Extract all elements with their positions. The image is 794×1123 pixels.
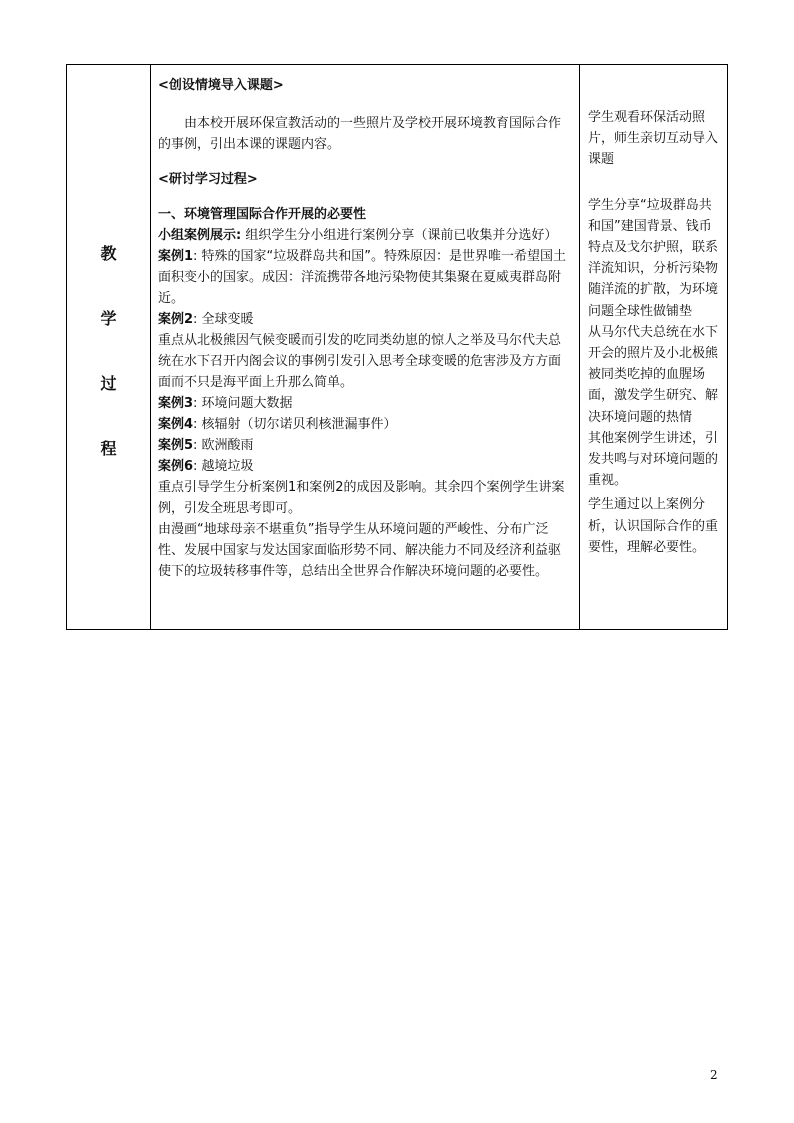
case-label: 案例6	[158, 459, 194, 474]
case-text: : 欧洲酸雨	[193, 438, 254, 453]
side-label-char: 过	[100, 374, 117, 393]
section-heading: <创设情境导入课题>	[158, 78, 284, 93]
paragraph: 重点引导学生分析案例1和案例2的成因及影响。其余四个案例学生讲案例，引发全班思考即可。	[158, 480, 565, 516]
student-activity-text: 学生观看环保活动照片，师生亲切互动导入课题	[588, 110, 719, 168]
lesson-table	[66, 64, 728, 630]
case-text: : 特殊的国家“垃圾群岛共和国”。特殊原因：是世界唯一希望国土面积变小的国家。成因：洋流携带各地污染物使其集聚在夏威夷群岛附近。	[158, 249, 567, 306]
case-label: 案例2	[158, 312, 194, 327]
group-text: 组织学生分小组进行案例分享（课前已收集并分选好）	[241, 228, 558, 243]
paragraph: 由漫画“地球母亲不堪重负”指导学生从环境问题的严峻性、分布广泛性、发展中国家与发达国家面临形势不同、解决能力不同及经济利益驱使下的垃圾转移事件等，总结出全世界合作解决环境问题的必要性。	[158, 522, 562, 579]
case-item	[158, 456, 573, 477]
student-activity-column	[580, 65, 727, 629]
side-label-char: 教	[100, 244, 117, 263]
case-text: : 核辐射（切尔诺贝利核泄漏事件）	[193, 417, 397, 432]
case-text: : 环境问题大数据	[193, 396, 293, 411]
case-item	[158, 246, 573, 309]
student-activity-text: 学生分享“垃圾群岛共和国”建国背景、钱币特点及戈尔护照，联系洋流知识，分析污染物随洋流的扩散，为环境问题全球性做铺垫	[588, 197, 719, 319]
case-text: : 全球变暖	[193, 312, 254, 327]
case-label: 案例5	[158, 438, 194, 453]
case-item	[158, 393, 573, 414]
student-activity-text: 其他案例学生讲述，引发共鸣与对环境问题的重视。	[588, 430, 719, 489]
section-heading: <研讨学习过程>	[158, 172, 258, 187]
case-item	[158, 309, 573, 330]
student-activity-text: 从马尔代夫总统在水下开会的照片及小北极熊被同类吃掉的血腥场面，激发学生研究、解决环境问题的热情	[588, 324, 719, 425]
case-text: : 越境垃圾	[193, 459, 254, 474]
student-activity-text: 学生通过以上案例分析，认识国际合作的重要性，理解必要性。	[588, 497, 719, 555]
case-label: 案例3	[158, 396, 194, 411]
page-number: 2	[710, 1068, 718, 1082]
side-label-column	[67, 65, 150, 629]
paragraph: 由本校开展环保宣教活动的一些照片及学校开展环境教育国际合作的事例，引出本课的课题内容。	[158, 116, 562, 152]
case-label: 案例4	[158, 417, 194, 432]
teaching-content-column	[151, 65, 579, 629]
paragraph	[158, 225, 573, 246]
paragraph: 重点从北极熊因气候变暖而引发的吃同类幼崽的惊人之举及马尔代夫总统在水下召开内阁会议的事例引发引入思考全球变暖的危害涉及方方面面而不只是海平面上升那么简单。	[158, 333, 562, 390]
side-label-char: 程	[100, 439, 117, 458]
case-item	[158, 435, 573, 456]
group-label: 小组案例展示:	[158, 228, 242, 243]
side-label-char: 学	[100, 309, 117, 328]
case-item	[158, 414, 573, 435]
subsection-heading: 一、环境管理国际合作开展的必要性	[158, 207, 367, 222]
case-label: 案例1	[158, 249, 194, 264]
